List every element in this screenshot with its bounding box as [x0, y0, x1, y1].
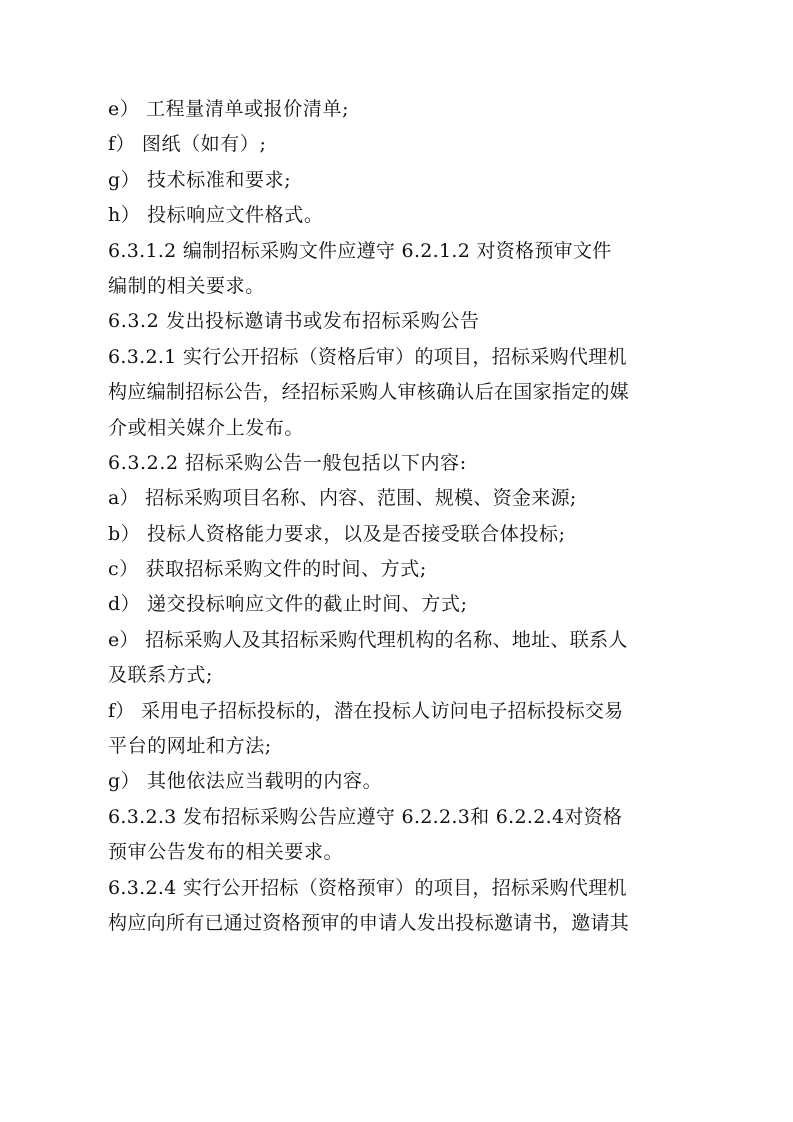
clause-6-3-2-2-heading: 6.3.2.2 招标采购公告一般包括以下内容: — [108, 451, 467, 474]
clause-6-3-2-4-line-2: 构应向所有已通过资格预审的申请人发出投标邀请书，邀请其 — [108, 911, 630, 934]
list-item-b-qualification: b） 投标人资格能力要求，以及是否接受联合体投标; — [108, 522, 566, 545]
clause-6-3-2-3-line-2: 预审公告发布的相关要求。 — [108, 841, 344, 864]
clause-6-3-2-1-line-3: 介或相关媒介上发布。 — [108, 416, 305, 439]
list-item-c-obtain-documents: c） 获取招标采购文件的时间、方式; — [108, 558, 427, 581]
document-body — [108, 92, 698, 941]
list-item-f-drawings: f） 图纸（如有）; — [108, 133, 267, 156]
clause-6-3-2-4-line-1: 6.3.2.4 实行公开招标（资格预审）的项目，招标采购代理机 — [108, 876, 627, 899]
list-item-g-other-content: g） 其他依法应当载明的内容。 — [108, 770, 383, 793]
list-item-e-contacts-line-2: 及联系方式; — [108, 664, 214, 687]
list-item-f-electronic-line-2: 平台的网址和方法; — [108, 735, 272, 758]
clause-6-3-1-2-line-2: 编制的相关要求。 — [108, 274, 265, 297]
section-heading-6-3-2: 6.3.2 发出投标邀请书或发布招标采购公告 — [108, 310, 480, 333]
list-item-e-contacts-line-1: e） 招标采购人及其招标采购代理机构的名称、地址、联系人 — [108, 628, 628, 651]
list-item-h-bid-format: h） 投标响应文件格式。 — [108, 204, 324, 227]
list-item-d-submission-deadline: d） 递交投标响应文件的截止时间、方式; — [108, 593, 468, 616]
clause-6-3-2-1-line-1: 6.3.2.1 实行公开招标（资格后审）的项目，招标采购代理机 — [108, 345, 627, 368]
clause-6-3-1-2-line-1: 6.3.1.2 编制招标采购文件应遵守 6.2.1.2 对资格预审文件 — [108, 239, 612, 262]
list-item-f-electronic-line-1: f） 采用电子招标投标的，潜在投标人访问电子招标投标交易 — [108, 699, 624, 722]
list-item-g-technical-standards: g） 技术标准和要求; — [108, 168, 292, 191]
list-item-a-project-info: a） 招标采购项目名称、内容、范围、规模、资金来源; — [108, 487, 577, 510]
list-item-e-bill-of-quantities: e） 工程量清单或报价清单; — [108, 98, 350, 120]
clause-6-3-2-1-line-2: 构应编制招标公告，经招标采购人审核确认后在国家指定的媒 — [108, 381, 630, 404]
clause-6-3-2-3-line-1: 6.3.2.3 发布招标采购公告应遵守 6.2.2.3和 6.2.2.4对资格 — [108, 805, 623, 828]
